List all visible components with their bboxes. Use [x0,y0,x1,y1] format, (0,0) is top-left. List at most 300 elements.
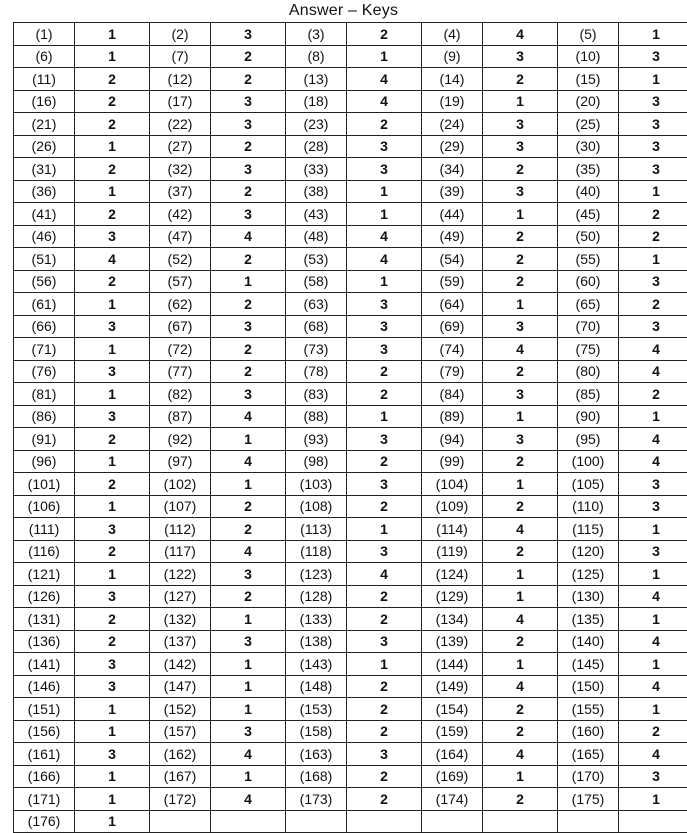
question-number: (175) [558,788,619,811]
question-number: (14) [422,68,483,91]
question-number: (147) [150,675,211,698]
table-row [14,495,687,518]
question-number: (75) [558,338,619,361]
answer-value: 2 [347,23,422,46]
answer-value: 2 [483,698,558,721]
question-number: (167) [150,765,211,788]
answer-value: 3 [347,338,422,361]
answer-value: 2 [75,113,150,136]
question-number: (33) [286,158,347,181]
question-number: (160) [558,720,619,743]
question-number: (51) [14,248,75,271]
question-number: (82) [150,383,211,406]
answer-value: 2 [619,383,687,406]
question-number: (119) [422,540,483,563]
answer-value: 4 [211,743,286,766]
question-number: (115) [558,518,619,541]
answer-value: 2 [619,225,687,248]
table-row [14,630,687,653]
answer-value: 1 [347,45,422,68]
answer-value: 1 [483,293,558,316]
question-number: (155) [558,698,619,721]
question-number: (90) [558,405,619,428]
table-row [14,270,687,293]
answer-value: 1 [211,653,286,676]
answer-value: 3 [483,113,558,136]
question-number: (79) [422,360,483,383]
table-row [14,158,687,181]
answer-value: 3 [483,135,558,158]
question-number: (101) [14,473,75,496]
answer-value: 2 [347,495,422,518]
answer-value: 4 [211,540,286,563]
answer-value: 1 [619,788,687,811]
question-number: (141) [14,653,75,676]
empty-cell [558,810,619,833]
question-number: (174) [422,788,483,811]
answer-value: 2 [347,585,422,608]
table-row [14,383,687,406]
answer-value: 3 [619,540,687,563]
question-number: (29) [422,135,483,158]
question-number: (49) [422,225,483,248]
question-number: (89) [422,405,483,428]
answer-value: 2 [75,203,150,226]
empty-cell [483,810,558,833]
answer-value: 1 [75,450,150,473]
question-number: (65) [558,293,619,316]
question-number: (40) [558,180,619,203]
answer-value: 3 [347,135,422,158]
answer-value: 3 [619,90,687,113]
answer-value: 3 [483,180,558,203]
question-number: (100) [558,450,619,473]
question-number: (43) [286,203,347,226]
answer-value: 1 [211,698,286,721]
question-number: (117) [150,540,211,563]
question-number: (72) [150,338,211,361]
answer-value: 2 [347,360,422,383]
answer-value: 2 [483,225,558,248]
question-number: (159) [422,720,483,743]
answer-value: 1 [75,383,150,406]
answer-value: 2 [347,765,422,788]
question-number: (135) [558,608,619,631]
answer-value: 2 [619,720,687,743]
answer-value: 2 [619,203,687,226]
question-number: (8) [286,45,347,68]
question-number: (112) [150,518,211,541]
answer-value: 1 [619,405,687,428]
answer-value: 1 [483,90,558,113]
answer-value: 2 [483,495,558,518]
answer-value: 3 [75,743,150,766]
answer-value: 2 [619,293,687,316]
table-row [14,23,687,46]
question-number: (42) [150,203,211,226]
answer-value: 1 [75,293,150,316]
answer-value: 1 [619,518,687,541]
answer-value: 1 [211,765,286,788]
question-number: (171) [14,788,75,811]
question-number: (17) [150,90,211,113]
question-number: (97) [150,450,211,473]
table-row [14,203,687,226]
answer-value: 2 [483,630,558,653]
question-number: (45) [558,203,619,226]
question-number: (54) [422,248,483,271]
question-number: (74) [422,338,483,361]
answer-value: 3 [75,405,150,428]
question-number: (61) [14,293,75,316]
answer-value: 2 [75,158,150,181]
answer-value: 1 [483,405,558,428]
answer-value: 1 [75,45,150,68]
question-number: (83) [286,383,347,406]
answer-value: 3 [211,90,286,113]
question-number: (113) [286,518,347,541]
answer-value: 2 [75,540,150,563]
answer-value: 1 [211,270,286,293]
answer-value: 2 [211,45,286,68]
question-number: (36) [14,180,75,203]
answer-value: 3 [619,45,687,68]
answer-value: 2 [483,450,558,473]
page-title: Answer – Keys [0,0,687,22]
table-row [14,765,687,788]
question-number: (140) [558,630,619,653]
answer-value: 2 [347,788,422,811]
answer-value: 4 [619,360,687,383]
answer-value: 1 [75,720,150,743]
question-number: (137) [150,630,211,653]
answer-value: 1 [75,810,150,833]
answer-value: 3 [347,743,422,766]
answer-value: 3 [347,428,422,451]
answer-value: 2 [347,675,422,698]
question-number: (124) [422,563,483,586]
table-row [14,810,687,833]
answer-value: 3 [75,653,150,676]
table-row [14,315,687,338]
answer-value: 4 [347,563,422,586]
answer-value: 3 [211,315,286,338]
question-number: (21) [14,113,75,136]
question-number: (2) [150,23,211,46]
answer-value: 4 [483,518,558,541]
answer-value: 2 [211,135,286,158]
answer-value: 1 [347,518,422,541]
answer-value: 3 [619,315,687,338]
question-number: (6) [14,45,75,68]
answer-value: 3 [75,675,150,698]
question-number: (168) [286,765,347,788]
question-number: (166) [14,765,75,788]
question-number: (150) [558,675,619,698]
answer-value: 2 [75,90,150,113]
answer-value: 3 [619,495,687,518]
answer-value: 1 [619,23,687,46]
empty-cell [150,810,211,833]
question-number: (136) [14,630,75,653]
question-number: (25) [558,113,619,136]
table-row [14,585,687,608]
question-number: (176) [14,810,75,833]
table-row [14,293,687,316]
question-number: (16) [14,90,75,113]
answer-value: 4 [211,225,286,248]
question-number: (104) [422,473,483,496]
answer-value: 3 [211,383,286,406]
question-number: (5) [558,23,619,46]
question-number: (122) [150,563,211,586]
answer-value: 1 [483,585,558,608]
question-number: (58) [286,270,347,293]
answer-value: 1 [75,563,150,586]
answer-value: 3 [347,473,422,496]
question-number: (120) [558,540,619,563]
answer-value: 3 [483,428,558,451]
answer-value: 2 [211,360,286,383]
answer-value: 1 [211,608,286,631]
table-row [14,338,687,361]
question-number: (152) [150,698,211,721]
table-row [14,450,687,473]
answer-value: 2 [211,293,286,316]
question-number: (48) [286,225,347,248]
question-number: (158) [286,720,347,743]
question-number: (116) [14,540,75,563]
answer-value: 1 [483,203,558,226]
question-number: (35) [558,158,619,181]
answer-value: 3 [211,563,286,586]
answer-value: 1 [75,495,150,518]
question-number: (1) [14,23,75,46]
question-number: (28) [286,135,347,158]
answer-value: 4 [483,23,558,46]
table-row [14,675,687,698]
question-number: (15) [558,68,619,91]
question-number: (24) [422,113,483,136]
answer-value: 3 [211,630,286,653]
table-row [14,180,687,203]
table-row [14,720,687,743]
answer-value: 1 [211,473,286,496]
question-number: (143) [286,653,347,676]
question-number: (114) [422,518,483,541]
question-number: (165) [558,743,619,766]
question-number: (121) [14,563,75,586]
table-row [14,113,687,136]
answer-value: 4 [619,428,687,451]
question-number: (108) [286,495,347,518]
question-number: (86) [14,405,75,428]
question-number: (96) [14,450,75,473]
answer-value: 3 [211,113,286,136]
question-number: (154) [422,698,483,721]
answer-value: 3 [619,765,687,788]
question-number: (111) [14,518,75,541]
table-row [14,45,687,68]
question-number: (9) [422,45,483,68]
answer-value: 1 [619,68,687,91]
answer-value: 3 [211,158,286,181]
answer-value: 1 [347,405,422,428]
answer-value: 4 [211,450,286,473]
answer-value: 3 [483,383,558,406]
answer-value: 2 [483,788,558,811]
answer-value: 1 [211,428,286,451]
question-number: (133) [286,608,347,631]
question-number: (92) [150,428,211,451]
answer-key-table [13,22,687,833]
question-number: (63) [286,293,347,316]
answer-value: 2 [483,158,558,181]
answer-value: 2 [75,270,150,293]
question-number: (26) [14,135,75,158]
answer-value: 2 [211,68,286,91]
answer-value: 1 [619,653,687,676]
question-number: (146) [14,675,75,698]
answer-value: 1 [619,180,687,203]
answer-value: 4 [483,743,558,766]
answer-value: 2 [211,518,286,541]
question-number: (105) [558,473,619,496]
question-number: (85) [558,383,619,406]
question-number: (109) [422,495,483,518]
answer-value: 2 [483,68,558,91]
answer-value: 3 [347,293,422,316]
answer-value: 4 [619,450,687,473]
question-number: (71) [14,338,75,361]
question-number: (39) [422,180,483,203]
table-row [14,405,687,428]
question-number: (23) [286,113,347,136]
answer-value: 2 [211,180,286,203]
question-number: (55) [558,248,619,271]
question-number: (134) [422,608,483,631]
answer-value: 2 [483,360,558,383]
question-number: (88) [286,405,347,428]
question-number: (30) [558,135,619,158]
answer-key-table-body [14,23,687,833]
answer-value: 1 [75,23,150,46]
answer-value: 1 [75,788,150,811]
question-number: (93) [286,428,347,451]
question-number: (118) [286,540,347,563]
answer-value: 4 [347,248,422,271]
answer-value: 1 [75,180,150,203]
answer-value: 4 [211,788,286,811]
answer-value: 2 [483,540,558,563]
question-number: (156) [14,720,75,743]
answer-value: 2 [347,383,422,406]
answer-value: 4 [483,338,558,361]
answer-value: 3 [483,315,558,338]
answer-value: 1 [347,180,422,203]
answer-value: 3 [619,135,687,158]
answer-value: 2 [483,248,558,271]
answer-value: 2 [347,113,422,136]
answer-value: 3 [75,518,150,541]
table-row [14,225,687,248]
table-row [14,68,687,91]
question-number: (145) [558,653,619,676]
question-number: (139) [422,630,483,653]
answer-value: 4 [619,675,687,698]
question-number: (151) [14,698,75,721]
question-number: (163) [286,743,347,766]
answer-value: 3 [483,45,558,68]
answer-value: 1 [483,765,558,788]
table-row [14,428,687,451]
question-number: (91) [14,428,75,451]
question-number: (62) [150,293,211,316]
question-number: (99) [422,450,483,473]
table-row [14,540,687,563]
empty-cell [619,810,687,833]
question-number: (103) [286,473,347,496]
question-number: (11) [14,68,75,91]
question-number: (102) [150,473,211,496]
question-number: (60) [558,270,619,293]
question-number: (131) [14,608,75,631]
empty-cell [211,810,286,833]
question-number: (20) [558,90,619,113]
question-number: (41) [14,203,75,226]
answer-value: 2 [347,608,422,631]
answer-value: 2 [75,630,150,653]
question-number: (127) [150,585,211,608]
answer-value: 1 [347,270,422,293]
answer-value: 4 [619,630,687,653]
answer-value: 1 [75,765,150,788]
question-number: (110) [558,495,619,518]
question-number: (3) [286,23,347,46]
question-number: (126) [14,585,75,608]
table-row [14,135,687,158]
answer-value: 2 [211,585,286,608]
question-number: (149) [422,675,483,698]
question-number: (170) [558,765,619,788]
answer-value: 2 [211,338,286,361]
answer-value: 3 [619,270,687,293]
question-number: (47) [150,225,211,248]
question-number: (87) [150,405,211,428]
table-row [14,743,687,766]
question-number: (81) [14,383,75,406]
answer-value: 3 [347,540,422,563]
question-number: (56) [14,270,75,293]
answer-value: 3 [75,225,150,248]
question-number: (80) [558,360,619,383]
answer-value: 4 [483,608,558,631]
question-number: (157) [150,720,211,743]
answer-value: 2 [75,608,150,631]
question-number: (107) [150,495,211,518]
question-number: (73) [286,338,347,361]
question-number: (31) [14,158,75,181]
question-number: (38) [286,180,347,203]
answer-value: 3 [619,473,687,496]
answer-value: 4 [619,585,687,608]
table-row [14,653,687,676]
answer-value: 4 [347,90,422,113]
table-row [14,473,687,496]
question-number: (70) [558,315,619,338]
answer-value: 1 [619,608,687,631]
question-number: (19) [422,90,483,113]
